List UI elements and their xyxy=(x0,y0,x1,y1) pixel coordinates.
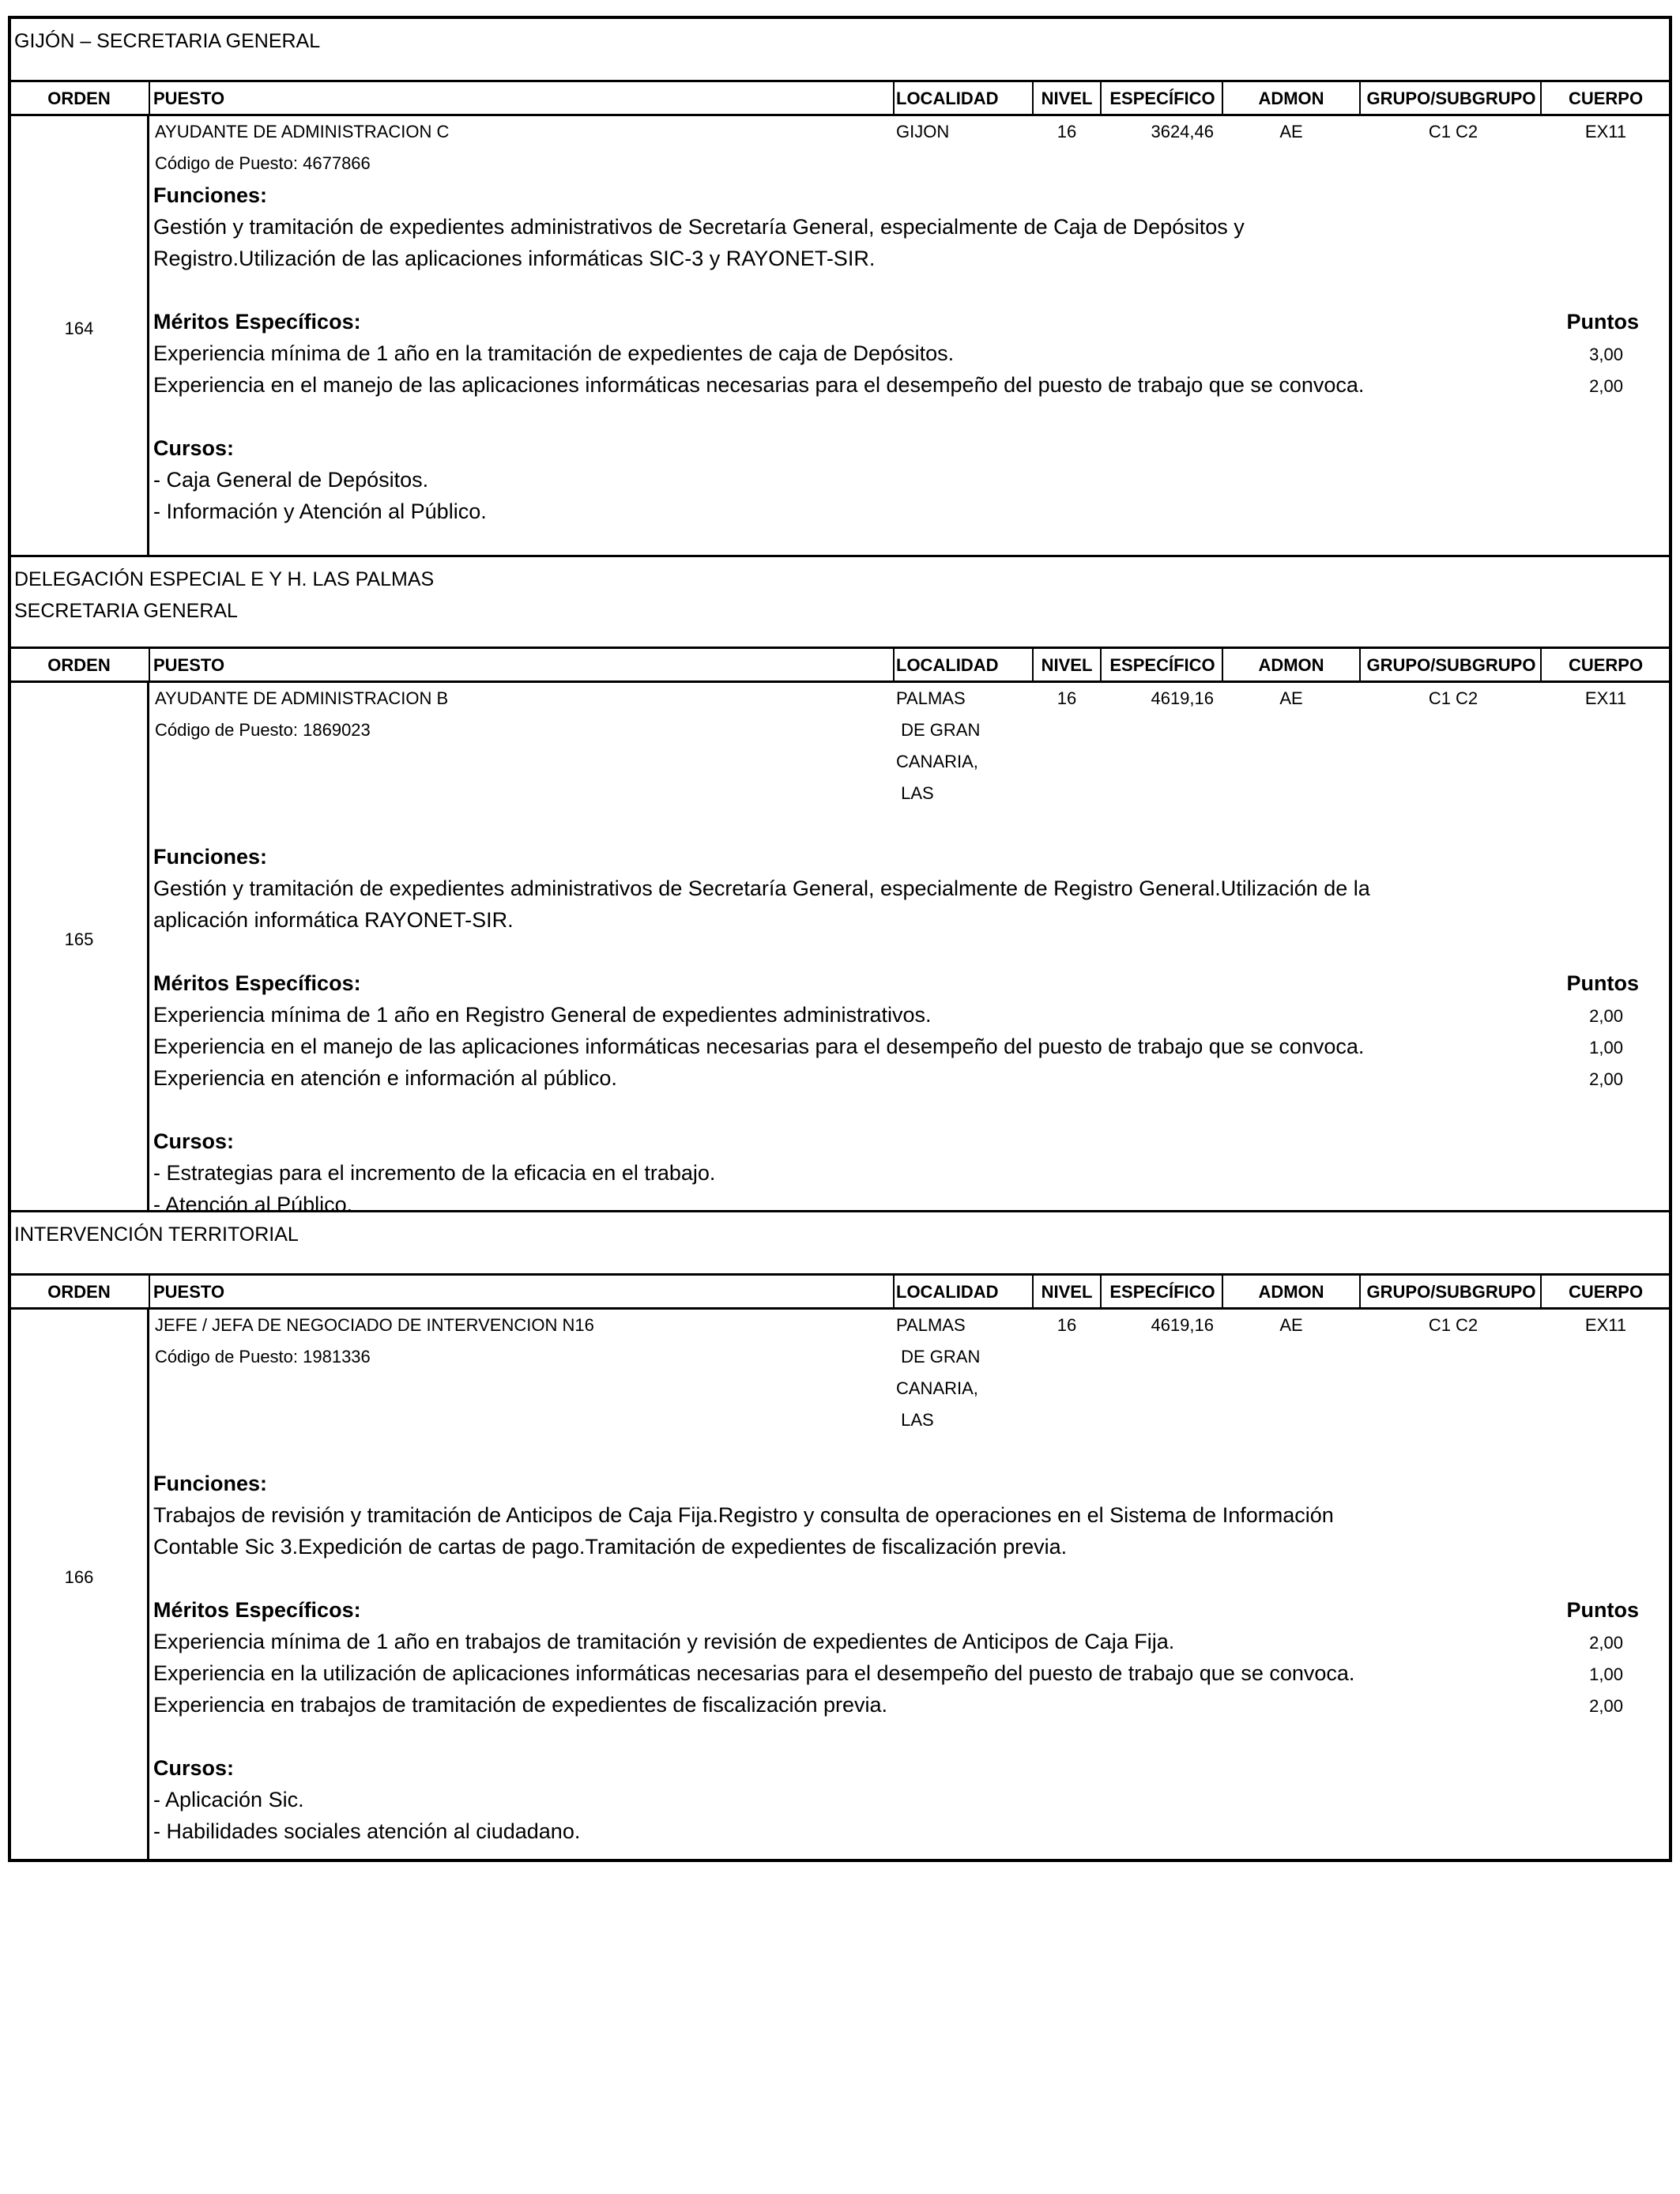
position-details xyxy=(153,841,1669,1220)
localidad-line: LAS xyxy=(896,1410,934,1430)
puntos-label: Puntos xyxy=(1566,310,1639,334)
section-title-line: INTERVENCIÓN TERRITORIAL xyxy=(14,1223,299,1246)
column-header: ORDEN xyxy=(47,1282,111,1302)
especifico-value: 4619,16 xyxy=(1151,688,1214,708)
column-header: LOCALIDAD xyxy=(896,89,999,108)
orden-number: 166 xyxy=(64,1566,94,1587)
column-divider xyxy=(1222,82,1223,114)
document-table xyxy=(8,16,1672,1862)
funciones-text: Registro.Utilización de las aplicaciones informáticas SIC-3 y RAYONET-SIR. xyxy=(153,247,876,270)
merito-row xyxy=(153,369,1669,401)
merito-text: Experiencia mínima de 1 año en trabajos de tramitación y revisión de expedientes de Anticipos de Caja Fija. xyxy=(153,1630,1175,1653)
grupo-value: C1 C2 xyxy=(1428,122,1478,141)
section-title-line: SECRETARIA GENERAL xyxy=(14,600,238,622)
column-header: CUERPO xyxy=(1568,1282,1644,1302)
section-title xyxy=(11,1212,1669,1276)
position-body xyxy=(11,683,1669,1216)
localidad-line: PALMAS xyxy=(896,1315,966,1335)
column-divider xyxy=(1032,82,1034,114)
merito-row xyxy=(153,1626,1669,1657)
column-header: NIVEL xyxy=(1041,89,1093,108)
meritos-label: Méritos Específicos: xyxy=(153,310,361,334)
column-divider xyxy=(1100,82,1102,114)
column-header-row xyxy=(11,82,1669,116)
column-header: GRUPO/SUBGRUPO xyxy=(1366,89,1536,108)
column-divider xyxy=(149,1276,150,1307)
merito-row xyxy=(153,1062,1669,1094)
localidad-line: LAS xyxy=(896,783,934,803)
column-divider xyxy=(1032,1276,1034,1307)
puntos-label: Puntos xyxy=(1566,1598,1639,1622)
column-divider xyxy=(1100,1276,1102,1307)
column-header-row xyxy=(11,1276,1669,1310)
nivel-value: 16 xyxy=(1057,122,1077,141)
column-header: NIVEL xyxy=(1041,1282,1093,1302)
curso-item: - Información y Atención al Público. xyxy=(153,499,487,523)
puesto-name: AYUDANTE DE ADMINISTRACION C xyxy=(155,122,450,141)
cursos-label: Cursos: xyxy=(153,1756,235,1780)
cuerpo-value: EX11 xyxy=(1584,122,1627,141)
column-header: NIVEL xyxy=(1041,655,1093,675)
curso-item: - Habilidades sociales atención al ciudadano. xyxy=(153,1819,581,1843)
column-header: ORDEN xyxy=(47,655,111,675)
column-header: CUERPO xyxy=(1568,89,1644,108)
column-divider xyxy=(1032,649,1034,680)
merito-text: Experiencia en el manejo de las aplicaciones informáticas necesarias para el desempeño del puesto de trabajo que se convoca. xyxy=(153,373,1365,397)
column-header: ESPECÍFICO xyxy=(1109,1282,1215,1302)
merito-row xyxy=(153,1657,1669,1689)
column-divider xyxy=(1359,1276,1361,1307)
column-header: LOCALIDAD xyxy=(896,1282,999,1302)
column-divider xyxy=(1359,649,1361,680)
column-divider xyxy=(893,1276,895,1307)
merito-puntos: 2,00 xyxy=(1589,376,1623,396)
column-divider xyxy=(1222,649,1223,680)
codigo-puesto: Código de Puesto: 1869023 xyxy=(155,720,371,740)
section-title-line: GIJÓN – SECRETARIA GENERAL xyxy=(14,30,321,52)
funciones-label: Funciones: xyxy=(153,183,268,207)
section-title xyxy=(11,557,1669,649)
puesto-name: JEFE / JEFA DE NEGOCIADO DE INTERVENCION N16 xyxy=(155,1315,594,1335)
merito-puntos: 2,00 xyxy=(1589,1696,1623,1716)
localidad-line: CANARIA, xyxy=(896,752,978,771)
funciones-text: aplicación informática RAYONET-SIR. xyxy=(153,908,514,932)
section-title xyxy=(11,19,1669,82)
funciones-text: Contable Sic 3.Expedición de cartas de pago.Tramitación de expedientes de fiscalización previa. xyxy=(153,1535,1068,1559)
especifico-value: 3624,46 xyxy=(1151,122,1214,141)
merito-row xyxy=(153,1689,1669,1721)
column-header: LOCALIDAD xyxy=(896,655,999,675)
localidad-line: DE GRAN xyxy=(896,720,981,740)
orden-number: 164 xyxy=(64,318,94,338)
orden-number: 165 xyxy=(64,929,94,949)
column-divider xyxy=(1359,82,1361,114)
column-header: ADMON xyxy=(1258,655,1324,675)
merito-puntos: 1,00 xyxy=(1589,1664,1623,1684)
column-header: GRUPO/SUBGRUPO xyxy=(1366,655,1536,675)
orden-column xyxy=(11,1310,149,1859)
merito-row xyxy=(153,999,1669,1031)
nivel-value: 16 xyxy=(1057,1315,1077,1335)
column-header: GRUPO/SUBGRUPO xyxy=(1366,1282,1536,1302)
column-divider xyxy=(1100,649,1102,680)
localidad-line: DE GRAN xyxy=(896,1347,981,1367)
funciones-text: Gestión y tramitación de expedientes administrativos de Secretaría General, especialmente de Registro General.Utilización de la xyxy=(153,876,1370,900)
orden-column xyxy=(11,683,149,1210)
puntos-label: Puntos xyxy=(1566,971,1639,995)
column-header: ESPECÍFICO xyxy=(1109,655,1215,675)
column-header: PUESTO xyxy=(153,1282,225,1302)
position-details xyxy=(153,179,1669,527)
funciones-label: Funciones: xyxy=(153,1472,268,1495)
section-164 xyxy=(11,19,1669,555)
cursos-label: Cursos: xyxy=(153,1129,235,1153)
position-details xyxy=(153,1468,1669,1847)
merito-text: Experiencia en la utilización de aplicaciones informáticas necesarias para el desempeño del puesto de trabajo que se convoca. xyxy=(153,1661,1355,1685)
grupo-value: C1 C2 xyxy=(1428,1315,1478,1335)
funciones-text: Trabajos de revisión y tramitación de Anticipos de Caja Fija.Registro y consulta de operaciones en el Sistema de Información xyxy=(153,1503,1334,1527)
cuerpo-value: EX11 xyxy=(1584,688,1627,708)
merito-text: Experiencia en el manejo de las aplicaciones informáticas necesarias para el desempeño del puesto de trabajo que se convoca. xyxy=(153,1035,1365,1058)
column-divider xyxy=(1540,649,1542,680)
admon-value: AE xyxy=(1279,1315,1303,1335)
merito-puntos: 2,00 xyxy=(1589,1069,1623,1089)
column-header: PUESTO xyxy=(153,89,225,108)
localidad-line: CANARIA, xyxy=(896,1378,978,1398)
column-divider xyxy=(893,82,895,114)
column-header: ADMON xyxy=(1258,89,1324,108)
admon-value: AE xyxy=(1279,122,1303,141)
grupo-value: C1 C2 xyxy=(1428,688,1478,708)
column-divider xyxy=(149,649,150,680)
codigo-puesto: Código de Puesto: 1981336 xyxy=(155,1347,371,1367)
curso-item: - Caja General de Depósitos. xyxy=(153,468,429,492)
position-body xyxy=(11,116,1669,555)
merito-puntos: 2,00 xyxy=(1589,1006,1623,1026)
section-165 xyxy=(11,555,1669,1216)
funciones-label: Funciones: xyxy=(153,845,268,869)
column-divider xyxy=(1540,82,1542,114)
cuerpo-value: EX11 xyxy=(1584,1315,1627,1335)
curso-item: - Aplicación Sic. xyxy=(153,1788,304,1811)
column-divider xyxy=(149,82,150,114)
merito-row xyxy=(153,337,1669,369)
merito-text: Experiencia en trabajos de tramitación de expedientes de fiscalización previa. xyxy=(153,1693,888,1717)
meritos-label: Méritos Específicos: xyxy=(153,971,361,995)
puesto-name: AYUDANTE DE ADMINISTRACION B xyxy=(155,688,449,708)
merito-text: Experiencia mínima de 1 año en la tramitación de expedientes de caja de Depósitos. xyxy=(153,341,955,365)
column-divider xyxy=(1540,1276,1542,1307)
position-body xyxy=(11,1310,1669,1859)
merito-text: Experiencia mínima de 1 año en Registro General de expedientes administrativos. xyxy=(153,1003,932,1027)
curso-item: - Estrategias para el incremento de la eficacia en el trabajo. xyxy=(153,1161,716,1185)
column-divider xyxy=(1222,1276,1223,1307)
funciones-text: Gestión y tramitación de expedientes administrativos de Secretaría General, especialmente de Caja de Depósitos y xyxy=(153,215,1245,239)
column-header: ESPECÍFICO xyxy=(1109,89,1215,108)
localidad-line: PALMAS xyxy=(896,688,966,708)
column-header: ADMON xyxy=(1258,1282,1324,1302)
localidad-line: GIJON xyxy=(896,122,950,141)
orden-column xyxy=(11,116,149,555)
curso-item: - Atención al Público. xyxy=(153,1193,353,1216)
especifico-value: 4619,16 xyxy=(1151,1315,1214,1335)
meritos-label: Méritos Específicos: xyxy=(153,1598,361,1622)
admon-value: AE xyxy=(1279,688,1303,708)
column-header-row xyxy=(11,649,1669,683)
column-header: ORDEN xyxy=(47,89,111,108)
section-title-line: DELEGACIÓN ESPECIAL E Y H. LAS PALMAS xyxy=(14,568,435,590)
merito-row xyxy=(153,1031,1669,1062)
column-header: PUESTO xyxy=(153,655,225,675)
nivel-value: 16 xyxy=(1057,688,1077,708)
column-header: CUERPO xyxy=(1568,655,1644,675)
merito-puntos: 1,00 xyxy=(1589,1038,1623,1057)
codigo-puesto: Código de Puesto: 4677866 xyxy=(155,153,371,173)
cursos-label: Cursos: xyxy=(153,436,235,460)
merito-text: Experiencia en atención e información al público. xyxy=(153,1066,617,1090)
merito-puntos: 3,00 xyxy=(1589,345,1623,364)
merito-puntos: 2,00 xyxy=(1589,1633,1623,1653)
section-166 xyxy=(11,1210,1669,1859)
column-divider xyxy=(893,649,895,680)
